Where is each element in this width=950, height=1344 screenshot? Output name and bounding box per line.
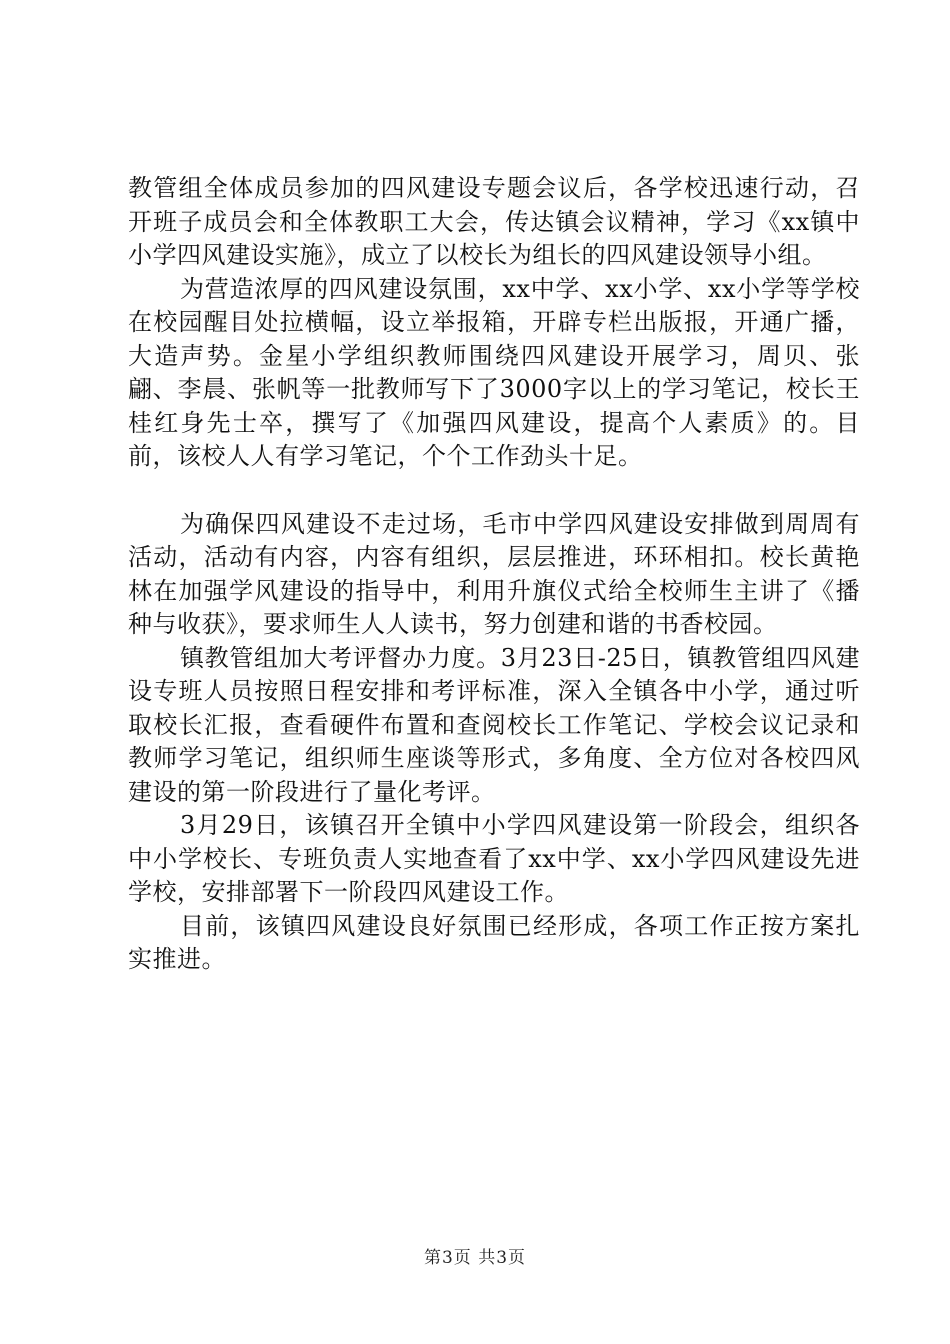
- paragraph: 为营造浓厚的四风建设氛围，xx中学、xx小学、xx小学等学校在校园醒目处拉横幅，设立举报箱，开辟专栏出版报，开通广播，大造声势。金星小学组织教师围绕四风建设开展学习，周贝、张翩、李晨、张帆等一批教师写下了3000字以上的学习笔记，校长王桂红身先士卒，撰写了《加强四风建设，提高个人素质》的。目前，该校人人有学习笔记，个个工作劲头十足。: [128, 274, 860, 470]
- paragraph-spacer: [128, 474, 860, 508]
- paragraph: 镇教管组加大考评督办力度。3月23日-25日，镇教管组四风建设专班人员按照日程安排和考评标准，深入全镇各中小学，通过听取校长汇报，查看硬件布置和查阅校长工作笔记、学校会议记录和教师学习笔记，组织师生座谈等形式，多角度、全方位对各校四风建设的第一阶段进行了量化考评。: [128, 643, 860, 806]
- document-body: [128, 172, 860, 977]
- page-number-footer: 第3页 共3页: [423, 1248, 527, 1268]
- paragraph: 目前，该镇四风建设良好氛围已经形成，各项工作正按方案扎实推进。: [128, 911, 860, 973]
- paragraph: 为确保四风建设不走过场，毛市中学四风建设安排做到周周有活动，活动有内容，内容有组织，层层推进，环环相扣。校长黄艳林在加强学风建设的指导中，利用升旗仪式给全校师生主讲了《播种与收获》，要求师生人人读书，努力创建和谐的书香校园。: [128, 509, 860, 638]
- paragraph: 3月29日，该镇召开全镇中小学四风建设第一阶段会，组织各中小学校长、专班负责人实地查看了xx中学、xx小学四风建设先进学校，安排部署下一阶段四风建设工作。: [128, 811, 860, 906]
- paragraph-continuation: 教管组全体成员参加的四风建设专题会议后，各学校迅速行动，召开班子成员会和全体教职工大会，传达镇会议精神，学习《xx镇中小学四风建设实施》，成立了以校长为组长的四风建设领导小组。: [128, 174, 860, 269]
